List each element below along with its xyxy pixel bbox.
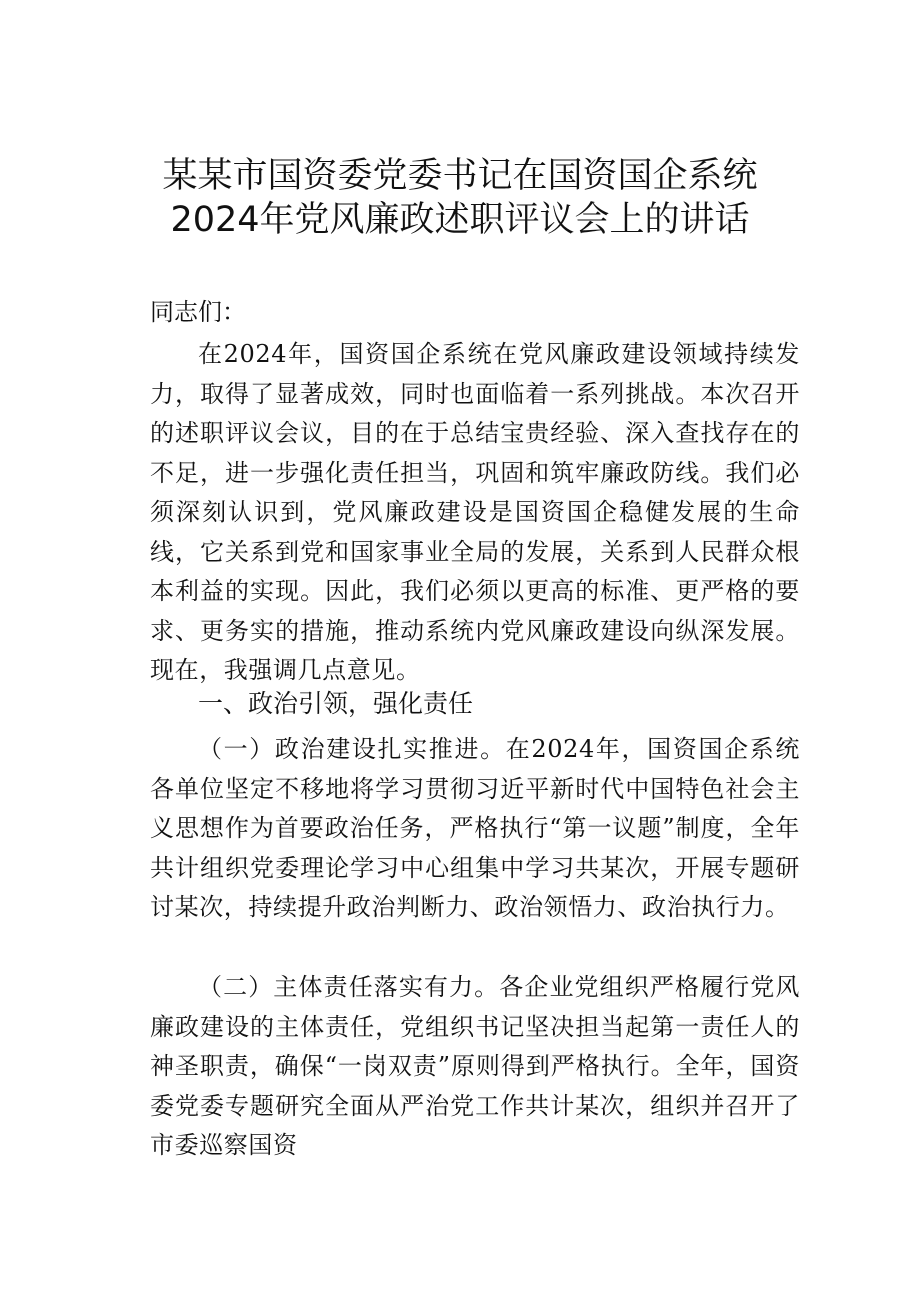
section-heading-1: 一、政治引领，强化责任 xyxy=(198,689,474,718)
paragraph-main-responsibility: （二）主体责任落实有力。各企业党组织严格履行党风廉政建设的主体责任，党组织书记坚决担当起第一责任人的神圣职责，确保“一岗双责”原则得到严格执行。全年，国资委党委专题研究全面从严治党工作共计某次，组织并召开了市委巡察国资 xyxy=(150,973,800,1159)
document-title-line1: 某某市国资委党委书记在国资国企系统 xyxy=(162,156,758,196)
document-title-line2: 2024年党风廉政述职评议会上的讲话 xyxy=(170,200,750,240)
paragraph-intro: 在2024年，国资国企系统在党风廉政建设领域持续发力，取得了显著成效，同时也面临着一系列挑战。本次召开的述职评议会议，目的在于总结宝贵经验、深入查找存在的不足，进一步强化责任担当，巩固和筑牢廉政防线。我们必须深刻认识到，党风廉政建设是国资国企稳健发展的生命线，它关系到党和国家事业全局的发展，关系到人民群众根本利益的实现。因此，我们必须以更高的标准、更严格的要求、更务实的措施，推动系统内党风廉政建设向纵深发展。现在，我强调几点意见。 xyxy=(150,340,800,684)
greeting: 同志们： xyxy=(150,298,246,326)
paragraph-political-building: （一）政治建设扎实推进。在2024年，国资国企系统各单位坚定不移地将学习贯彻习近平新时代中国特色社会主义思想作为首要政治任务，严格执行“第一议题”制度，全年共计组织党委理论学习中心组集中学习共某次，开展专题研讨某次，持续提升政治判断力、政治领悟力、政治执行力。 xyxy=(150,735,800,921)
